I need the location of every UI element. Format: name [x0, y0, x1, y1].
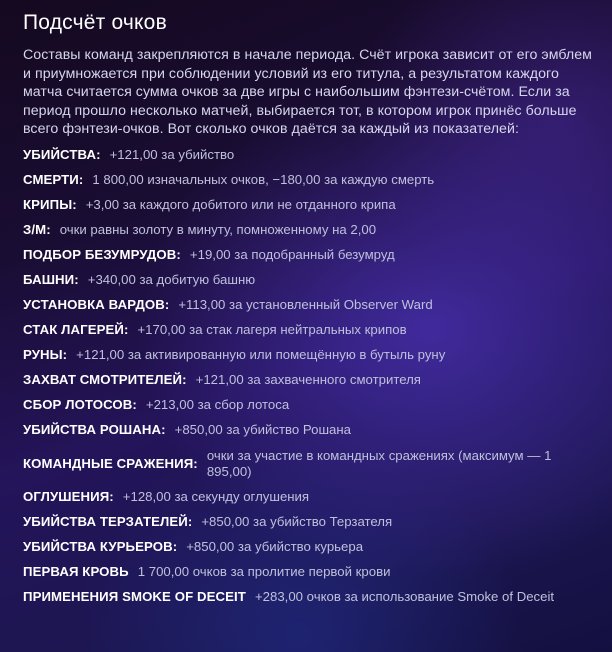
rule-label: ЗАХВАТ СМОТРИТЕЛЕЙ: — [23, 372, 187, 387]
rule-label: УБИЙСТВА РОШАНА: — [23, 422, 166, 437]
rule-label: З/М: — [23, 222, 51, 237]
rule-value: +121,00 за активированную или помещённую в бутыль руну — [76, 347, 446, 362]
rule-value: +850,00 за убийство курьера — [186, 539, 364, 554]
rule-label: УСТАНОВКА ВАРДОВ: — [23, 297, 170, 312]
rule-courier-kills — [23, 535, 592, 560]
rule-value: +340,00 за добитую башню — [87, 272, 256, 287]
rule-value: +128,00 за секунду оглушения — [122, 489, 310, 504]
scoring-rules-list — [23, 143, 592, 610]
rule-gpm — [23, 218, 592, 243]
rule-value: +170,00 за стак лагеря нейтральных крипов — [137, 322, 407, 337]
rule-lotuses — [23, 393, 592, 418]
rule-runes — [23, 343, 592, 368]
rule-label: СМЕРТИ: — [23, 172, 84, 187]
rule-camp-stacks — [23, 318, 592, 343]
rule-value: +121,00 за захваченного смотрителя — [195, 372, 421, 387]
rule-value: +850,00 за убийство Терзателя — [201, 514, 393, 529]
rule-label: УБИЙСТВА: — [23, 147, 101, 162]
rule-deaths — [23, 168, 592, 193]
rule-madstone — [23, 243, 592, 268]
rule-label: УБИЙСТВА ТЕРЗАТЕЛЕЙ: — [23, 514, 193, 529]
rule-value: +213,00 за сбор лотоса — [145, 397, 290, 412]
rule-label: ОГЛУШЕНИЯ: — [23, 489, 114, 504]
rule-label: СТАК ЛАГЕРЕЙ: — [23, 322, 129, 337]
rule-value: +19,00 за подобранный безумруд — [189, 247, 395, 262]
rule-smoke-of-deceit — [23, 585, 592, 610]
rule-value: +113,00 за установленный Observer Ward — [178, 297, 433, 312]
rule-creeps — [23, 193, 592, 218]
rule-label: ПОДБОР БЕЗУМРУДОВ: — [23, 247, 181, 262]
rule-stuns — [23, 485, 592, 510]
rule-value: очки за участие в командных сражениях (максимум — 1 895,00) — [206, 447, 552, 479]
rule-label: КОМАНДНЫЕ СРАЖЕНИЯ: — [23, 455, 198, 471]
rule-wards — [23, 293, 592, 318]
intro-text: Составы команд закрепляются в начале периода. Счёт игрока зависит от его эмблем и приумножается при соблюдении условий из его титула, а результатом каждого матча считается сумма очков за две игры с наибольшим фэнтези-счётом. Если за период прошло несколько матчей, выбирается тот, в котором игрок принёс больше всего фэнтези-очков. Вот сколько очков даётся за каждый из показателей: — [23, 47, 592, 137]
rule-value: +3,00 за каждого добитого или не отданного крипа — [85, 197, 396, 212]
rule-value: 1 700,00 очков за пролитие первой крови — [137, 564, 391, 579]
rule-kills — [23, 143, 592, 168]
rule-first-blood — [23, 560, 592, 585]
rule-value: +121,00 за убийство — [109, 147, 235, 162]
rule-value: +283,00 очков за использование Smoke of Deceit — [254, 589, 555, 604]
rule-label: СБОР ЛОТОСОВ: — [23, 397, 137, 412]
rule-tormentor-kills — [23, 510, 592, 535]
rule-roshan-kills — [23, 418, 592, 443]
rule-label: БАШНИ: — [23, 272, 79, 287]
rule-label: УБИЙСТВА КУРЬЕРОВ: — [23, 539, 178, 554]
rule-value: 1 800,00 изначальных очков, −180,00 за каждую смерть — [92, 172, 435, 187]
rule-value: очки равны золоту в минуту, помноженному на 2,00 — [59, 222, 377, 237]
rule-value: +850,00 за убийство Рошана — [174, 422, 351, 437]
rule-label: ПРИМЕНЕНИЯ SMOKE OF DECEIT — [23, 589, 246, 604]
rule-teamfights — [23, 443, 592, 485]
rule-label: ПЕРВАЯ КРОВЬ — [23, 564, 129, 579]
rule-watchers — [23, 368, 592, 393]
rule-label: РУНЫ: — [23, 347, 68, 362]
rule-towers — [23, 268, 592, 293]
page-title: Подсчёт очков — [23, 11, 167, 34]
rule-label: КРИПЫ: — [23, 197, 77, 212]
